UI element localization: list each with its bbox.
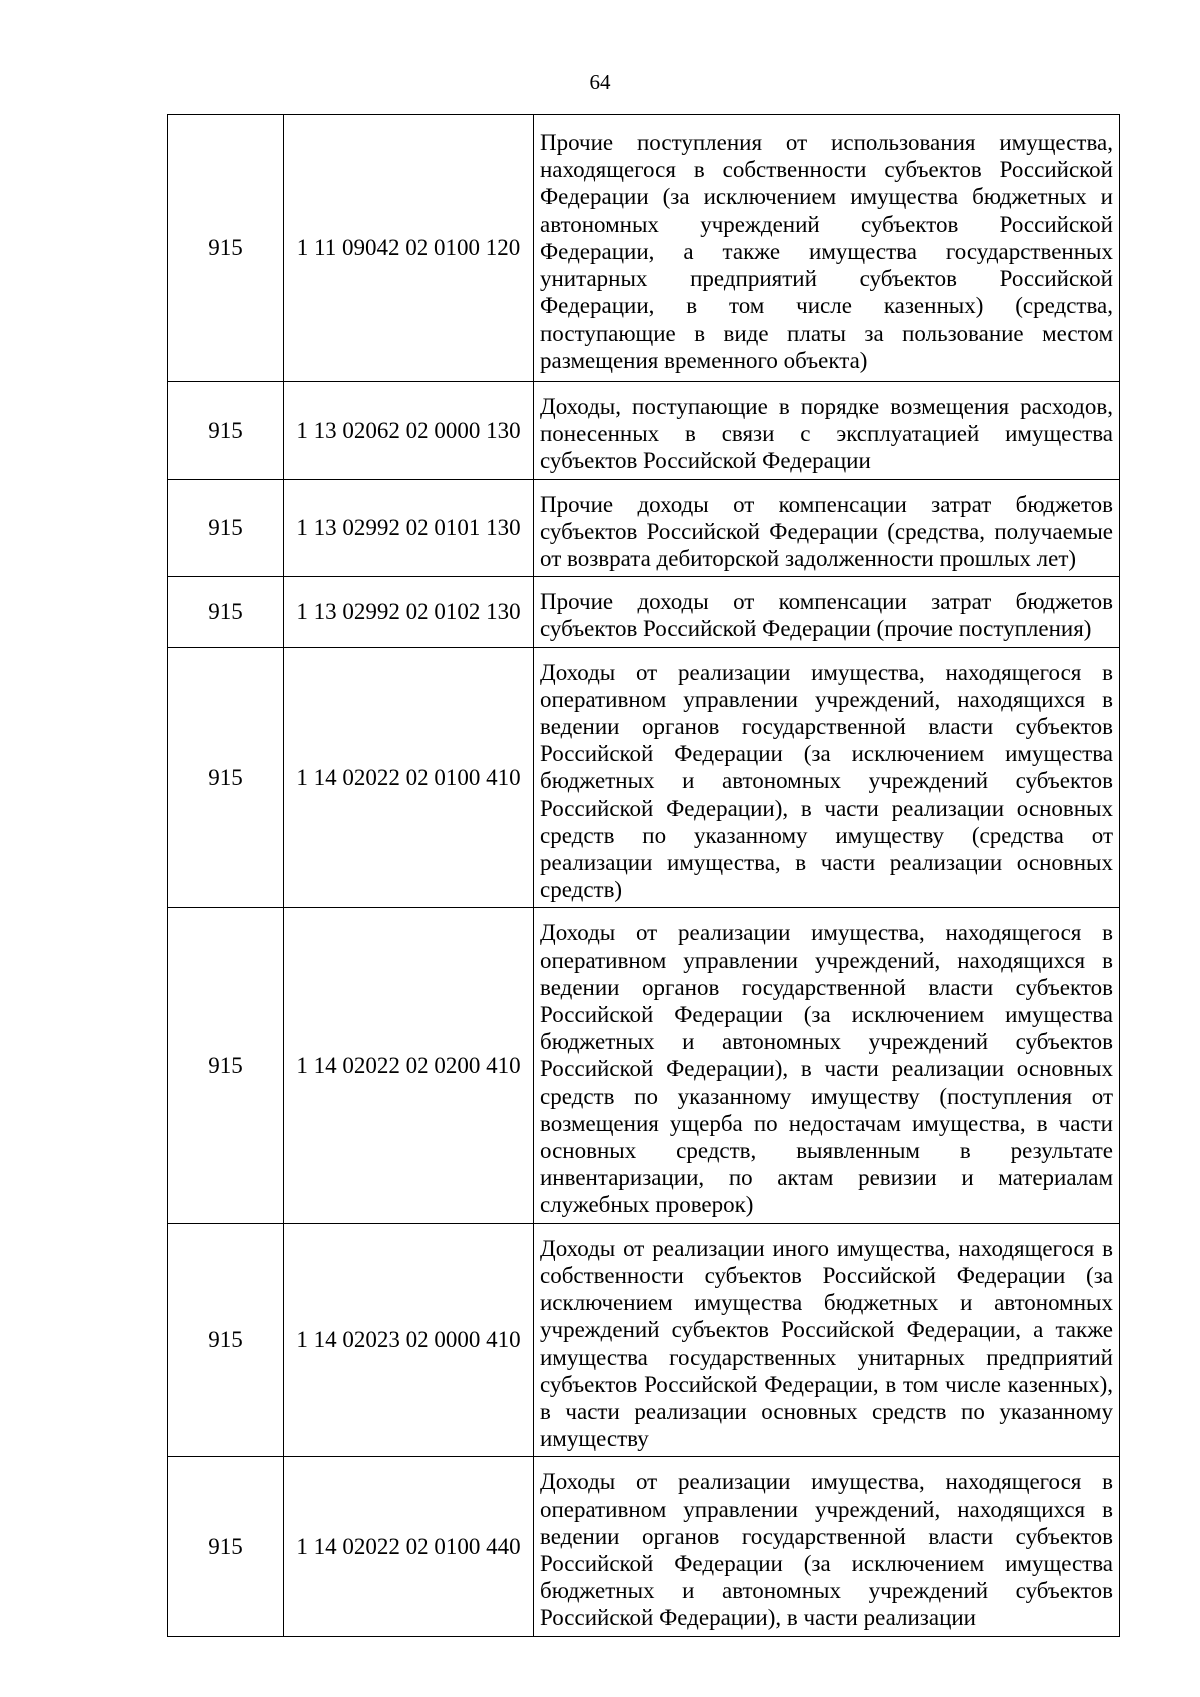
budget-code-cell: 1 14 02022 02 0100 440	[284, 1457, 534, 1636]
table-row	[168, 382, 1120, 480]
table-row	[168, 115, 1120, 382]
admin-code-cell: 915	[168, 382, 284, 480]
table-body	[168, 115, 1120, 1637]
admin-code-cell: 915	[168, 647, 284, 908]
admin-code-cell: 915	[168, 577, 284, 647]
description-cell: Доходы от реализации имущества, находящегося в оперативном управлении учреждений, находящихся в ведении органов государственной власти субъектов Российской Федерации (за исключением имущества бюджетных и автономных учреждений субъектов Российской Федерации), в части реализации основных средств по указанному имуществу (средства от реализации имущества, в части реализации основных средств)	[534, 647, 1120, 908]
description-cell: Доходы от реализации имущества, находящегося в оперативном управлении учреждений, находящихся в ведении органов государственной власти субъектов Российской Федерации (за исключением имущества бюджетных и автономных учреждений субъектов Российской Федерации), в части реализации основных средств по указанному имуществу (поступления от возмещения ущерба по недостачам имущества, в части основных средств, выявленным в результате инвентаризации, по актам ревизии и материалам служебных проверок)	[534, 908, 1120, 1223]
description-cell: Прочие доходы от компенсации затрат бюджетов субъектов Российской Федерации (прочие поступления)	[534, 577, 1120, 647]
admin-code-cell: 915	[168, 1457, 284, 1636]
budget-code-cell: 1 13 02992 02 0101 130	[284, 479, 534, 577]
description-cell: Прочие поступления от использования имущества, находящегося в собственности субъектов Российской Федерации (за исключением имущества бюджетных и автономных учреждений субъектов Российской Федерации, а также имущества государственных унитарных предприятий субъектов Российской Федерации, в том числе казенных) (средства, поступающие в виде платы за пользование местом размещения временного объекта)	[534, 115, 1120, 382]
page-number: 64	[589, 70, 611, 94]
table-row	[168, 479, 1120, 577]
table-row	[168, 908, 1120, 1223]
description-cell: Доходы от реализации имущества, находящегося в оперативном управлении учреждений, находящихся в ведении органов государственной власти субъектов Российской Федерации (за исключением имущества бюджетных и автономных учреждений субъектов Российской Федерации), в части реализации	[534, 1457, 1120, 1636]
budget-code-cell: 1 13 02992 02 0102 130	[284, 577, 534, 647]
budget-code-cell: 1 11 09042 02 0100 120	[284, 115, 534, 382]
budget-code-cell: 1 14 02023 02 0000 410	[284, 1223, 534, 1457]
table-row	[168, 647, 1120, 908]
table-row	[168, 1223, 1120, 1457]
budget-code-cell: 1 13 02062 02 0000 130	[284, 382, 534, 480]
description-cell: Прочие доходы от компенсации затрат бюджетов субъектов Российской Федерации (средства, получаемые от возврата дебиторской задолженности прошлых лет)	[534, 479, 1120, 577]
description-cell: Доходы, поступающие в порядке возмещения расходов, понесенных в связи с эксплуатацией имущества субъектов Российской Федерации	[534, 382, 1120, 480]
budget-code-cell: 1 14 02022 02 0100 410	[284, 647, 534, 908]
table-row	[168, 1457, 1120, 1636]
admin-code-cell: 915	[168, 1223, 284, 1457]
budget-code-cell: 1 14 02022 02 0200 410	[284, 908, 534, 1223]
table-row	[168, 577, 1120, 647]
budget-classification-table	[167, 114, 1120, 1637]
admin-code-cell: 915	[168, 908, 284, 1223]
admin-code-cell: 915	[168, 479, 284, 577]
description-cell: Доходы от реализации иного имущества, находящегося в собственности субъектов Российской Федерации (за исключением имущества бюджетных и автономных учреждений субъектов Российской Федерации, а также имущества государственных унитарных предприятий субъектов Российской Федерации, в том числе казенных), в части реализации основных средств по указанному имуществу	[534, 1223, 1120, 1457]
admin-code-cell: 915	[168, 115, 284, 382]
